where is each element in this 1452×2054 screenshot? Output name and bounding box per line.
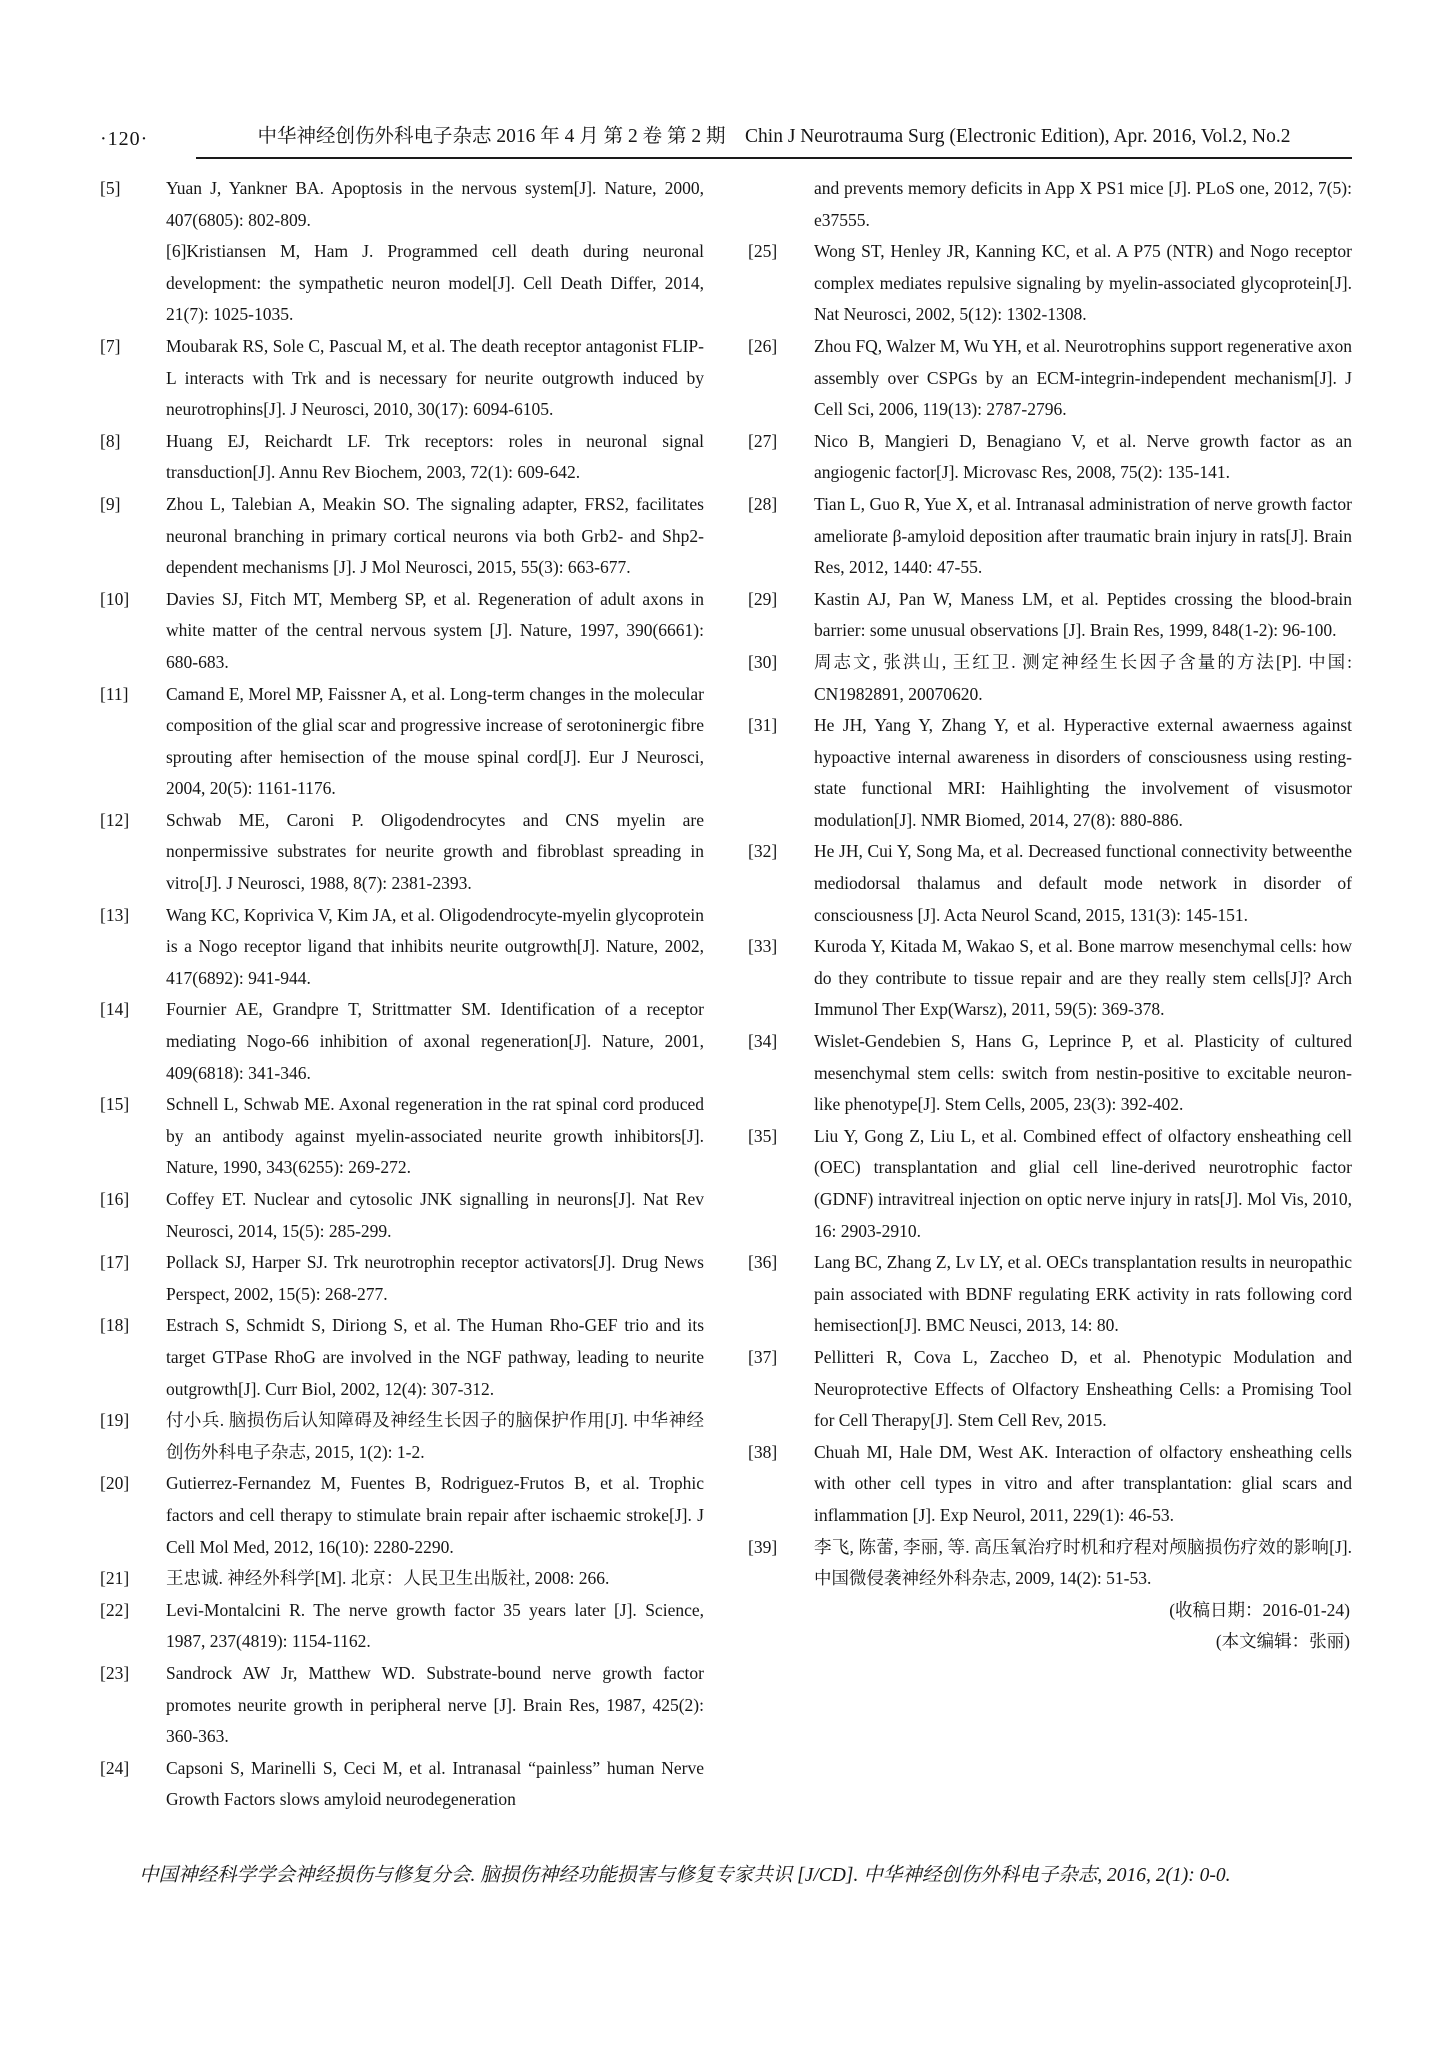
reference-label: [33] [748,936,778,957]
reference-item [100,1658,704,1753]
reference-item [100,1405,704,1468]
reference-text: Pollack SJ, Harper SJ. Trk neurotrophin receptor activators[J]. Drug News Perspect, 2002, 15(5): 268-277. [166,1252,704,1304]
reference-item [100,489,704,584]
reference-label: [31] [748,715,778,736]
reference-text: He JH, Yang Y, Zhang Y, et al. Hyperactive external awaerness against hypoactive internal awareness in disorders of consciousness using resting-state functional MRI: Haihlighting the involvement of visusmotor modulation[J]. NMR Biomed, 2014, 27(8): 880-886. [814,715,1352,830]
footer-citation: 中国神经科学学会神经损伤与修复分会. 脑损伤神经功能损害与修复专家共识 [J/CD]. 中华神经创伤外科电子杂志, 2016, 2(1): 0-0. [139,1864,1231,1886]
reference-item [100,679,704,805]
editor-note: (本文编辑：张丽) [1215,1631,1350,1652]
reference-item [748,489,1352,584]
reference-item [748,1026,1352,1121]
reference-label: [11] [100,683,129,704]
reference-label: [17] [100,1252,130,1273]
reference-item [748,836,1352,931]
reference-text: 李飞, 陈蕾, 李丽, 等. 高压氧治疗时机和疗程对颅脑损伤疗效的影响[J]. 中国微侵袭神经外科杂志, 2009, 14(2): 51-53. [814,1536,1352,1589]
reference-text: 付小兵. 脑损伤后认知障碍及神经生长因子的脑保护作用[J]. 中华神经创伤外科电子杂志, 2015, 1(2): 1-2. [166,1410,704,1462]
reference-text: Estrach S, Schmidt S, Diriong S, et al. The Human Rho-GEF trio and its target GTPase RhoG are involved in the NGF pathway, leading to neurite outgrowth[J]. Curr Biol, 2002, 12(4): 307-312. [166,1315,704,1399]
reference-item [100,1184,704,1247]
reference-text: Gutierrez-Fernandez M, Fuentes B, Rodriguez-Frutos B, et al. Trophic factors and cell therapy to stimulate brain repair after ischaemic stroke[J]. J Cell Mol Med, 2012, 16(10): 2280-2290. [166,1473,704,1557]
reference-item [100,1310,704,1405]
reference-item [748,1247,1352,1342]
reference-label: [9] [100,493,121,514]
reference-label: [28] [748,493,778,514]
reference-item [100,173,704,236]
reference-label: [19] [100,1410,130,1431]
reference-text: He JH, Cui Y, Song Ma, et al. Decreased functional connectivity betweenthe mediodorsal thalamus and default mode network in disorder of consciousness [J]. Acta Neurol Scand, 2015, 131(3): 145-151. [814,841,1352,925]
reference-label: [29] [748,588,778,609]
reference-item [100,900,704,995]
reference-label: [14] [100,999,130,1020]
reference-item [748,584,1352,647]
reference-item [748,1342,1352,1437]
reference-label: [27] [748,430,778,451]
reference-label: [32] [748,841,778,862]
reference-label: [25] [748,241,778,262]
reference-columns [100,173,1352,1816]
reference-text: Davies SJ, Fitch MT, Memberg SP, et al. Regeneration of adult axons in white matter of the central nervous system [J]. Nature, 1997, 390(6661): 680-683. [166,588,704,672]
reference-label: [20] [100,1473,130,1494]
reference-label: [10] [100,588,130,609]
reference-text: Liu Y, Gong Z, Liu L, et al. Combined effect of olfactory ensheathing cell (OEC) transplantation and glial cell line-derived neurotrophic factor (GDNF) intravitreal injection on optic nerve injury in rats[J]. Mol Vis, 2010, 16: 2903-2910. [814,1125,1352,1241]
reference-text: Schnell L, Schwab ME. Axonal regeneration in the rat spinal cord produced by an antibody against myelin-associated neurite growth inhibitors[J]. Nature, 1990, 343(6255): 269-272. [166,1094,704,1178]
reference-text: Kuroda Y, Kitada M, Wakao S, et al. Bone marrow mesenchymal cells: how do they contribute to tissue repair and are they really stem cells[J]? Arch Immunol Ther Exp(Warsz), 2011, 59(5): 369-378. [814,936,1352,1020]
reference-text: Coffey ET. Nuclear and cytosolic JNK signalling in neurons[J]. Nat Rev Neurosci, 2014, 15(5): 285-299. [166,1189,704,1241]
reference-label: [7] [100,335,121,356]
reference-text: 王忠诚. 神经外科学[M]. 北京：人民卫生出版社, 2008: 266. [166,1568,610,1589]
reference-item [100,426,704,489]
reference-text: Camand E, Morel MP, Faissner A, et al. Long-term changes in the molecular composition of the glial scar and progressive increase of serotoninergic fibre sprouting after hemisection of the mouse spinal cord[J]. Eur J Neurosci, 2004, 20(5): 1161-1176. [166,683,704,799]
reference-item [100,1595,704,1658]
reference-label: [26] [748,335,778,356]
reference-item [100,994,704,1089]
reference-label: [16] [100,1189,130,1209]
reference-label: [13] [100,904,130,925]
reference-item [748,710,1352,836]
reference-text: Yuan J, Yankner BA. Apoptosis in the nervous system[J]. Nature, 2000, 407(6805): 802-809. [166,178,704,230]
reference-text: Wislet-Gendebien S, Hans G, Leprince P, et al. Plasticity of cultured mesenchymal stem cells: switch from nestin-positive to excitable neuron-like phenotype[J]. Stem Cells, 2005, 23(3): 392-402. [814,1031,1352,1115]
reference-item [748,647,1352,710]
reference-item [748,426,1352,489]
reference-label: [35] [748,1125,778,1146]
reference-item [748,1121,1352,1247]
reference-label: [21] [100,1568,130,1589]
reference-item [748,1437,1352,1532]
reference-label: [24] [100,1757,130,1778]
reference-text: Capsoni S, Marinelli S, Ceci M, et al. Intranasal “painless” human Nerve Growth Factors slows amyloid neurodegeneration [166,1757,704,1810]
reference-item [100,1468,704,1563]
reference-item [100,1753,704,1816]
reference-item [100,584,704,679]
reference-text: Chuah MI, Hale DM, West AK. Interaction of olfactory ensheathing cells with other cell types in vitro and after transplantation: glial scars and inflammation [J]. Exp Neurol, 2011, 229(1): 46-53. [814,1441,1352,1525]
reference-text: Huang EJ, Reichardt LF. Trk receptors: roles in neuronal signal transduction[J]. Annu Rev Biochem, 2003, 72(1): 609-642. [166,430,704,483]
reference-item [748,931,1352,1026]
reference-text: Tian L, Guo R, Yue X, et al. Intranasal administration of nerve growth factor ameliorate β-amyloid deposition after traumatic brain injury in rats[J]. Brain Res, 2012, 1440: 47-55. [814,493,1352,578]
page-header [100,124,1352,159]
reference-label: [15] [100,1094,130,1115]
reference-text: 周志文, 张洪山, 王红卫. 测定神经生长因子含量的方法[P]. 中国: CN1982891, 20070620. [814,651,1352,704]
reference-label: [18] [100,1315,130,1336]
reference-item [100,1247,704,1310]
reference-text: Pellitteri R, Cova L, Zaccheo D, et al. Phenotypic Modulation and Neuroprotective Effects of Olfactory Ensheathing Cells: a Promising Tool for Cell Therapy[J]. Stem Cell Rev, 2015. [814,1346,1352,1431]
references-left-column [100,173,704,1816]
reference-text: Lang BC, Zhang Z, Lv LY, et al. OECs transplantation results in neuropathic pain associated with BDNF regulating ERK activity in rats following cord hemisection[J]. BMC Neusci, 2013, 14: 80. [814,1252,1352,1336]
reference-label [748,173,814,236]
reference-text: Wang KC, Koprivica V, Kim JA, et al. Oligodendrocyte-myelin glycoprotein is a Nogo receptor ligand that inhibits neurite outgrowth[J]. Nature, 2002, 417(6892): 941-944. [166,904,704,988]
reference-label: [8] [100,430,121,451]
reference-label: [37] [748,1346,778,1367]
reference-text: Kastin AJ, Pan W, Maness LM, et al. Peptides crossing the blood-brain barrier: some unusual observations [J]. Brain Res, 1999, 848(1-2): 96-100. [814,588,1352,641]
reference-item [100,1089,704,1184]
reference-text: Wong ST, Henley JR, Kanning KC, et al. A P75 (NTR) and Nogo receptor complex mediates repulsive signaling by myelin-associated glycoprotein[J]. Nat Neurosci, 2002, 5(12): 1302-1308. [814,241,1352,325]
reference-label: [22] [100,1599,130,1620]
references-right-column [748,173,1352,1816]
reference-text: [6]Kristiansen M, Ham J. Programmed cell death during neuronal development: the sympathetic neuron model[J]. Cell Death Differ, 2014, 21(7): 1025-1035. [166,241,704,325]
reference-label [100,236,166,331]
reference-label: [38] [748,1441,778,1462]
reference-text: and prevents memory deficits in App X PS1 mice [J]. PLoS one, 2012, 7(5): e37555. [814,178,1352,230]
reference-item [100,331,704,426]
reference-item [748,1532,1352,1595]
reference-item [100,236,704,331]
reference-text: Sandrock AW Jr, Matthew WD. Substrate-bound nerve growth factor promotes neurite growth in peripheral nerve [J]. Brain Res, 1987, 425(2): 360-363. [166,1662,704,1747]
reference-label: [23] [100,1662,130,1683]
journal-title: 中华神经创伤外科电子杂志 2016 年 4 月 第 2 卷 第 2 期 Chin J Neurotrauma Surg (Electronic Edition), Apr. 2016, Vol.2, No.2 [196,124,1352,159]
reference-text: Moubarak RS, Sole C, Pascual M, et al. The death receptor antagonist FLIP-L interacts with Trk and is necessary for neurite outgrowth induced by neurotrophins[J]. J Neurosci, 2010, 30(17): 6094-6105. [166,335,704,420]
reference-item [748,331,1352,426]
reference-label: [30] [748,651,778,672]
reference-text: Fournier AE, Grandpre T, Strittmatter SM. Identification of a receptor mediating Nogo-66 inhibition of axonal regeneration[J]. Nature, 2001, 409(6818): 341-346. [166,999,704,1083]
reference-label: [36] [748,1252,778,1273]
reference-text: Zhou FQ, Walzer M, Wu YH, et al. Neurotrophins support regenerative axon assembly over CSPGs by an ECM-integrin-independent mechanism[J]. J Cell Sci, 2006, 119(13): 2787-2796. [814,335,1352,420]
reference-label: [5] [100,178,121,198]
reference-item [100,1563,704,1595]
reference-label: [34] [748,1031,778,1052]
reference-item [748,236,1352,331]
reference-item [100,805,704,900]
reference-text: Zhou L, Talebian A, Meakin SO. The signaling adapter, FRS2, facilitates neuronal branching in primary cortical neurons via both Grb2- and Shp2-dependent mechanisms [J]. J Mol Neurosci, 2015, 55(3): 663-677. [166,493,704,578]
received-date: (收稿日期：2016-01-24) [1169,1599,1350,1620]
reference-item [748,173,1352,236]
reference-text: Levi-Montalcini R. The nerve growth factor 35 years later [J]. Science, 1987, 237(4819): 1154-1162. [166,1599,704,1652]
page-number: ·120· [100,128,149,150]
reference-label: [39] [748,1536,778,1557]
reference-text: Nico B, Mangieri D, Benagiano V, et al. Nerve growth factor as an angiogenic factor[J]. Microvasc Res, 2008, 75(2): 135-141. [814,430,1352,483]
reference-label: [12] [100,809,130,830]
reference-text: Schwab ME, Caroni P. Oligodendrocytes and CNS myelin are nonpermissive substrates for neurite growth and fibroblast spreading in vitro[J]. J Neurosci, 1988, 8(7): 2381-2393. [166,809,704,894]
